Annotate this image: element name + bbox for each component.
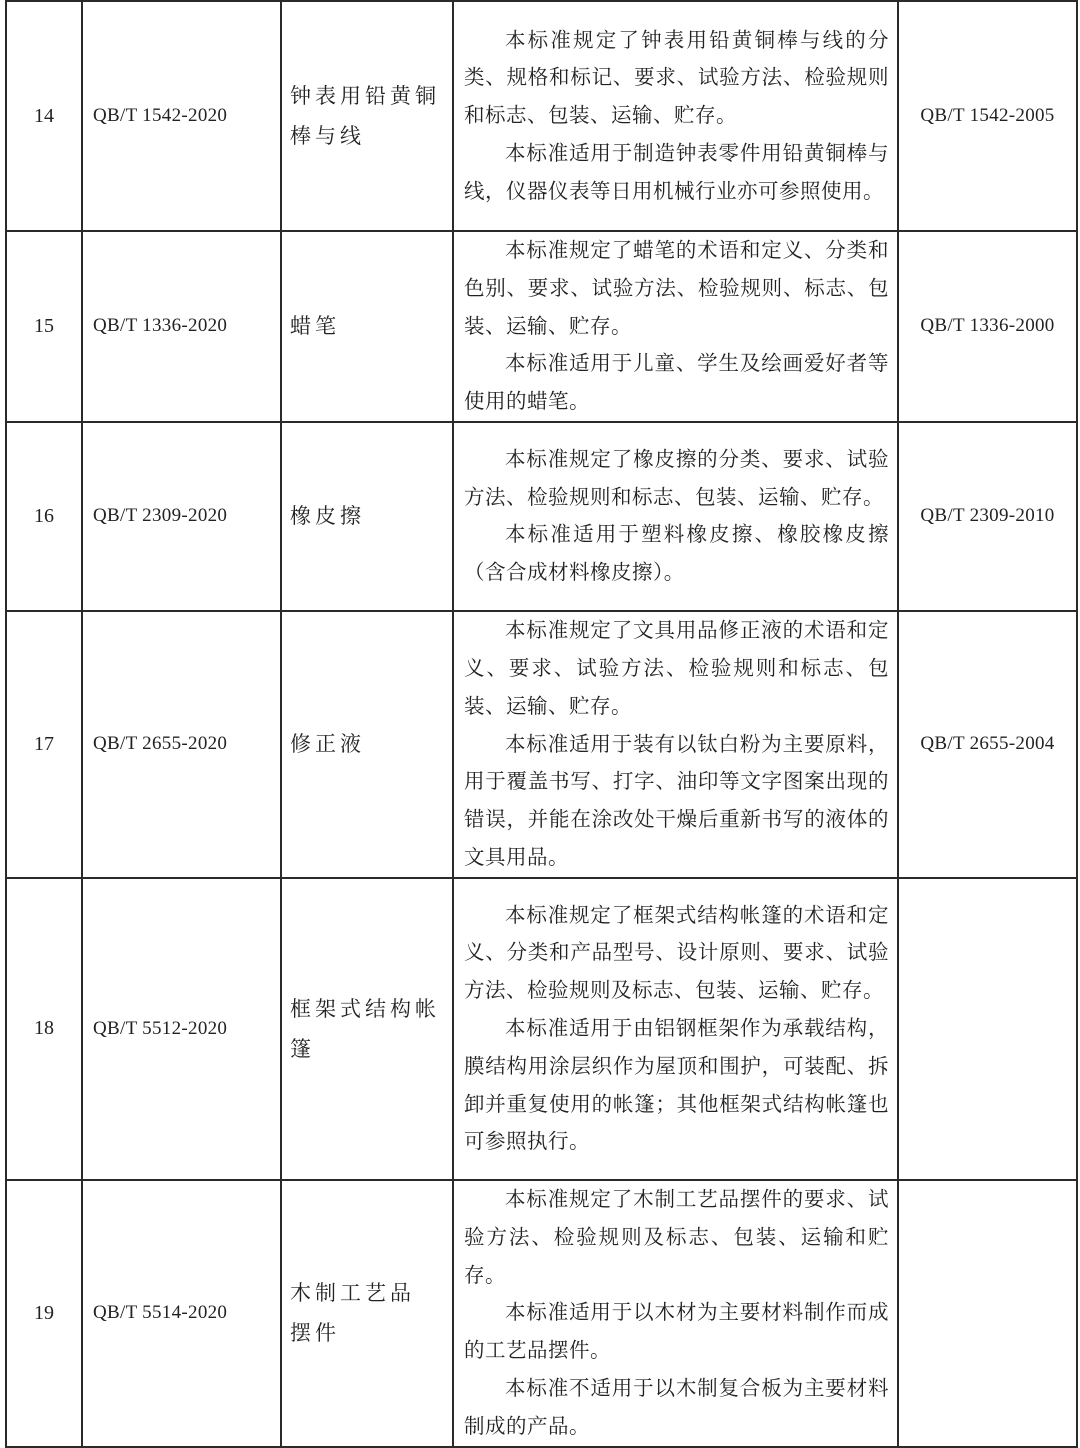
description-paragraph: 本标准适用于装有以钛白粉为主要原料，用于覆盖书写、打字、油印等文字图案出现的错误，并能在涂改处干燥后重新书写的液体的文具用品。 <box>464 731 889 869</box>
description-paragraph: 本标准适用于制造钟表零件用铅黄铜棒与线，仪器仪表等日用机械行业亦可参照使用。 <box>464 140 889 203</box>
standard-code: QB/T 1336-2020 <box>82 231 281 422</box>
replaced-standard: QB/T 2309-2010 <box>898 422 1077 611</box>
description-paragraph: 本标准规定了框架式结构帐篷的术语和定义、分类和产品型号、设计原则、要求、试验方法、检验规则及标志、包装、运输、贮存。 <box>464 902 889 1003</box>
row-number: 14 <box>6 1 82 231</box>
standard-name: 钟表用铅黄铜棒与线 <box>281 1 453 231</box>
row-number: 19 <box>6 1180 82 1447</box>
description-paragraph: 本标准规定了蜡笔的术语和定义、分类和色别、要求、试验方法、检验规则、标志、包装、运输、贮存。 <box>464 238 889 338</box>
description-paragraph: 本标准不适用于以木制复合板为主要材料制成的产品。 <box>464 1375 889 1438</box>
replaced-standard <box>898 1180 1077 1447</box>
description-paragraph: 本标准规定了橡皮擦的分类、要求、试验方法、检验规则和标志、包装、运输、贮存。 <box>464 446 889 509</box>
replaced-standard: QB/T 1336-2000 <box>898 231 1077 422</box>
replaced-standard: QB/T 2655-2004 <box>898 611 1077 878</box>
standard-description <box>453 1180 898 1447</box>
description-paragraph: 本标准适用于以木材为主要材料制作而成的工艺品摆件。 <box>464 1300 889 1363</box>
replaced-standard <box>898 878 1077 1180</box>
replaced-standard: QB/T 1542-2005 <box>898 1 1077 231</box>
standard-name: 橡皮擦 <box>281 422 453 611</box>
description-paragraph: 本标准适用于塑料橡皮擦、橡胶橡皮擦（含合成材料橡皮擦）。 <box>464 522 889 585</box>
table-row <box>6 231 1077 422</box>
row-number: 16 <box>6 422 82 611</box>
description-paragraph: 本标准规定了木制工艺品摆件的要求、试验方法、检验规则及标志、包装、运输和贮存。 <box>464 1186 889 1287</box>
standard-description <box>453 422 898 611</box>
standard-description <box>453 611 898 878</box>
standard-code: QB/T 5512-2020 <box>82 878 281 1180</box>
table-row <box>6 611 1077 878</box>
table-row <box>6 1180 1077 1447</box>
standard-name: 蜡笔 <box>281 231 453 422</box>
description-paragraph: 本标准适用于儿童、学生及绘画爱好者等使用的蜡笔。 <box>464 351 889 414</box>
standard-code: QB/T 2309-2020 <box>82 422 281 611</box>
standard-code: QB/T 5514-2020 <box>82 1180 281 1447</box>
standard-description <box>453 1 898 231</box>
standards-table <box>5 0 1078 1448</box>
table-row <box>6 422 1077 611</box>
standard-name: 修正液 <box>281 611 453 878</box>
description-paragraph: 本标准规定了文具用品修正液的术语和定义、要求、试验方法、检验规则和标志、包装、运输、贮存。 <box>464 618 889 718</box>
standard-description <box>453 878 898 1180</box>
standard-code: QB/T 1542-2020 <box>82 1 281 231</box>
description-paragraph: 本标准适用于由铝钢框架作为承载结构，膜结构用涂层织作为屋顶和围护，可装配、拆卸并重复使用的帐篷；其他框架式结构帐篷也可参照执行。 <box>464 1016 889 1154</box>
table-row <box>6 1 1077 231</box>
standard-name: 木制工艺品 摆件 <box>281 1180 453 1447</box>
standard-name: 框架式结构帐篷 <box>281 878 453 1180</box>
table-row <box>6 878 1077 1180</box>
row-number: 15 <box>6 231 82 422</box>
row-number: 17 <box>6 611 82 878</box>
standard-code: QB/T 2655-2020 <box>82 611 281 878</box>
row-number: 18 <box>6 878 82 1180</box>
description-paragraph: 本标准规定了钟表用铅黄铜棒与线的分类、规格和标记、要求、试验方法、检验规则和标志、包装、运输、贮存。 <box>464 27 889 128</box>
standard-description <box>453 231 898 422</box>
